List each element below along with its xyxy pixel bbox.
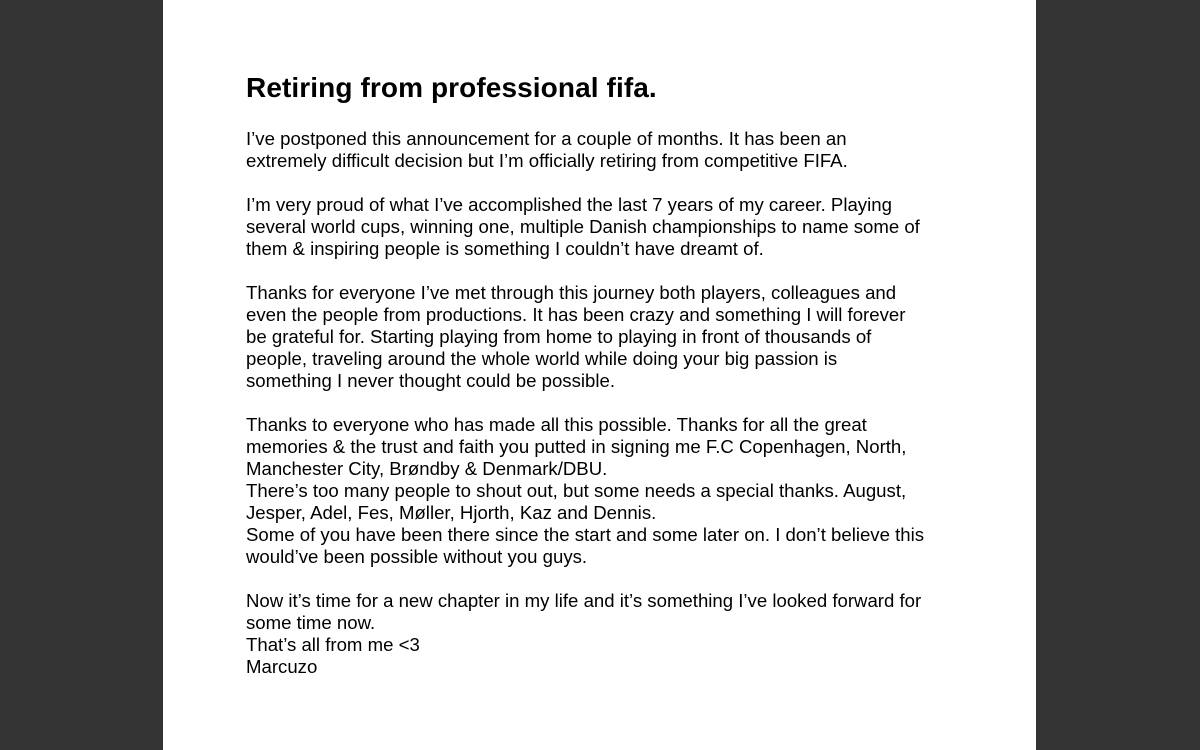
text-line: people, traveling around the whole world while doing your big passion is	[246, 348, 838, 369]
text-line: Thanks for everyone I’ve met through this journey both players, colleagues and	[246, 282, 897, 303]
text-line: some time now.	[246, 612, 376, 633]
text-line: That’s all from me <3	[246, 634, 420, 655]
text-line: something I never thought could be possible.	[246, 370, 616, 391]
text-line: several world cups, winning one, multiple Danish championships to name some of	[246, 216, 920, 237]
text-line: even the people from productions. It has been crazy and something I will forever	[246, 304, 906, 325]
document-title: Retiring from professional fifa.	[246, 72, 657, 103]
text-line: be grateful for. Starting playing from home to playing in front of thousands of	[246, 326, 872, 347]
text-line: them & inspiring people is something I couldn’t have dreamt of.	[246, 238, 764, 259]
text-line: Thanks to everyone who has made all this possible. Thanks for all the great	[246, 414, 867, 435]
text-line: I’m very proud of what I’ve accomplished the last 7 years of my career. Playing	[246, 194, 892, 215]
text-line: There’s too many people to shout out, but some needs a special thanks. August,	[246, 480, 907, 501]
text-line: Jesper, Adel, Fes, Møller, Hjorth, Kaz and Dennis.	[246, 502, 657, 523]
text-line: extremely difficult decision but I’m officially retiring from competitive FIFA.	[246, 150, 848, 171]
text-line: Manchester City, Brøndby & Denmark/DBU.	[246, 458, 608, 479]
paragraph-announcement	[246, 128, 966, 172]
document-content	[246, 70, 966, 700]
paragraph-thanks-journey	[246, 282, 966, 392]
text-line: I’ve postponed this announcement for a couple of months. It has been an	[246, 128, 847, 149]
signature-name: Marcuzo	[246, 656, 318, 677]
paragraph-accomplishments	[246, 194, 966, 260]
text-line: Now it’s time for a new chapter in my life and it’s something I’ve looked forward for	[246, 590, 922, 611]
text-line: would’ve been possible without you guys.	[246, 546, 588, 567]
paragraph-thanks-clubs	[246, 414, 966, 568]
text-line: memories & the trust and faith you putted in signing me F.C Copenhagen, North,	[246, 436, 907, 457]
text-line: Some of you have been there since the start and some later on. I don’t believe this	[246, 524, 925, 545]
document-page	[163, 0, 1036, 750]
paragraph-closing	[246, 590, 966, 678]
